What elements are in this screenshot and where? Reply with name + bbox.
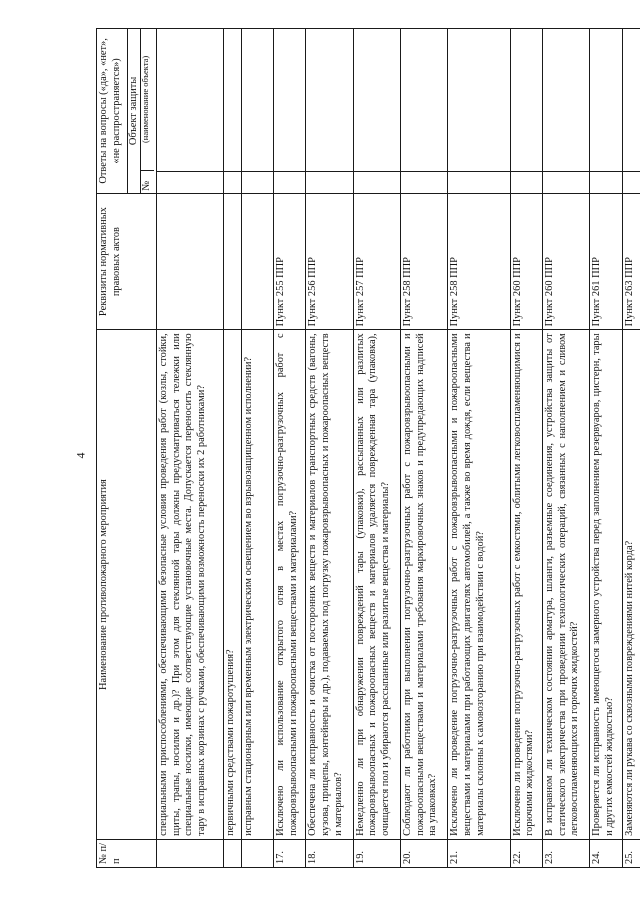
row-answer-object bbox=[401, 29, 448, 172]
header-object-sub bbox=[140, 29, 154, 193]
fire-safety-checklist-table bbox=[96, 28, 640, 868]
row-text: В исправном ли техническом состоянии арматура, шланги, разъемные соединения, устройства защиты от статического электричества при проведении технологических операций, связанных с наполнением и сливом легковоспламеняющихся и горючих жидкостей? bbox=[543, 330, 590, 839]
row-number: 17. bbox=[274, 839, 306, 867]
row-number: 25. bbox=[622, 839, 640, 867]
row-answer-no bbox=[241, 172, 273, 194]
row-answer-object bbox=[223, 29, 241, 172]
row-answer-object bbox=[241, 29, 273, 172]
row-answer-no bbox=[353, 172, 400, 194]
row-text: Исключено ли использование открытого огня в местах погрузочно-разгрузочных работ с пожаровзрывоопасными и пожароопасными веществами и материалами? bbox=[274, 330, 306, 839]
header-requisites: Реквизиты нормативных правовых актов bbox=[97, 193, 157, 330]
row-ref bbox=[223, 193, 241, 330]
row-answer-no bbox=[510, 172, 542, 194]
table-row bbox=[622, 29, 640, 868]
row-number: 18. bbox=[306, 839, 353, 867]
table-row bbox=[401, 29, 448, 868]
row-text: Заменяются ли рукава со сквозными повреждениями нитей корда? bbox=[622, 330, 640, 839]
table-row bbox=[448, 29, 510, 868]
row-answer-object bbox=[448, 29, 510, 172]
table-row bbox=[156, 29, 223, 868]
row-text: исправным стационарным или временным электрическим освещением во взрывозащищенном исполнении? bbox=[241, 330, 273, 839]
header-row bbox=[97, 29, 128, 868]
row-answer-no bbox=[590, 172, 622, 194]
row-number: 22. bbox=[510, 839, 542, 867]
table-row bbox=[274, 29, 306, 868]
table-row bbox=[223, 29, 241, 868]
row-answer-object bbox=[156, 29, 223, 172]
row-text: Немедленно ли при обнаружении повреждений тары (упаковки), рассыпанных или разлитых пожаровзрывоопасных и пожароопасных веществ и материалов удаляется поврежденная тара (упаковка), очищается пол и убираются рассыпанные или разлитые вещества и материалы? bbox=[353, 330, 400, 839]
row-answer-no bbox=[622, 172, 640, 194]
header-object-title: Объект защиты bbox=[127, 76, 139, 146]
table-row bbox=[543, 29, 590, 868]
row-answer-no bbox=[401, 172, 448, 194]
row-ref: Пункт 261 ППР bbox=[590, 193, 622, 330]
row-answer-object bbox=[353, 29, 400, 172]
row-answer-no bbox=[274, 172, 306, 194]
row-answer-no bbox=[156, 172, 223, 194]
row-answer-object bbox=[510, 29, 542, 172]
row-text: Обеспечена ли исправность и очистка от посторонних веществ и материалов транспортных средств (вагоны, кузова, прицепы, контейнеры и др.), подаваемых под погрузку пожаровзрывоопасных и пожароопасных веществ и материалов? bbox=[306, 330, 353, 839]
row-number: 20. bbox=[401, 839, 448, 867]
header-object bbox=[127, 29, 156, 194]
row-text: Исключено ли проведение погрузочно-разгрузочных работ с пожаровзрывоопасными и пожароопасными веществами и материалами при работающих двигателях автомобилей, а также во время дождя, если вещества и материалы склонны к самовозгоранию при взаимодействии с водой? bbox=[448, 330, 510, 839]
row-number bbox=[223, 839, 241, 867]
row-answer-no bbox=[223, 172, 241, 194]
row-ref bbox=[156, 193, 223, 330]
table-row bbox=[306, 29, 353, 868]
row-number bbox=[156, 839, 223, 867]
row-number: 21. bbox=[448, 839, 510, 867]
row-ref: Пункт 258 ППР bbox=[401, 193, 448, 330]
row-ref: Пункт 263 ППР bbox=[622, 193, 640, 330]
row-text: специальными приспособлениями, обеспечивающими безопасные условия проведения работ (козлы, стойки, щиты, трапы, носилки и др.)? При этом для стеклянной тары должны предусматриваться тележки или специальные носилки, имеющие соответствующие установочные места. Допускается переносить стеклянную тару в исправных корзинах с ручками, обеспечивающими возможность переноски их 2 работниками? bbox=[156, 330, 223, 839]
row-number: 23. bbox=[543, 839, 590, 867]
row-ref: Пункт 260 ППР bbox=[510, 193, 542, 330]
row-ref: Пункт 255 ППР bbox=[274, 193, 306, 330]
row-answer-object bbox=[590, 29, 622, 172]
row-number bbox=[241, 839, 273, 867]
row-answer-no bbox=[543, 172, 590, 194]
row-ref bbox=[241, 193, 273, 330]
header-object-name: (наименование объекта) bbox=[140, 55, 151, 144]
row-ref: Пункт 258 ППР bbox=[448, 193, 510, 330]
row-answer-object bbox=[274, 29, 306, 172]
page-number: 4 bbox=[73, 452, 88, 459]
row-answer-object bbox=[306, 29, 353, 172]
table-row bbox=[590, 29, 622, 868]
table-row bbox=[353, 29, 400, 868]
rotated-table-page bbox=[96, 28, 640, 868]
row-text: Проверяется ли исправность имеющегося замерного устройства перед заполнением резервуаров, цистерн, тары и других емкостей жидкостью? bbox=[590, 330, 622, 839]
header-object-no: № bbox=[141, 170, 154, 193]
row-answer-object bbox=[543, 29, 590, 172]
row-number: 24. bbox=[590, 839, 622, 867]
table-row bbox=[510, 29, 542, 868]
row-answer-no bbox=[448, 172, 510, 194]
row-ref: Пункт 256 ППР bbox=[306, 193, 353, 330]
header-no: № п/п bbox=[97, 839, 157, 867]
row-answer-object bbox=[622, 29, 640, 172]
row-text: Исключено ли проведение погрузочно-разгрузочных работ с емкостями, облитыми легковоспламеняющимися и горючими жидкостями? bbox=[510, 330, 542, 839]
header-name: Наименование противопожарного мероприятия bbox=[97, 330, 157, 839]
row-text: Соблюдают ли работники при выполнении погрузочно-разгрузочных работ с пожаровзрывоопасными и пожароопасными веществами и материалами требования маркировочных знаков и предупредающих надписей на упаковках? bbox=[401, 330, 448, 839]
row-answer-no bbox=[306, 172, 353, 194]
row-ref: Пункт 257 ППР bbox=[353, 193, 400, 330]
header-answers: Ответы на вопросы («да», «нет», «не распространяется») bbox=[97, 29, 128, 194]
table-row bbox=[241, 29, 273, 868]
row-number: 19. bbox=[353, 839, 400, 867]
row-text: первичными средствами пожаротушения? bbox=[223, 330, 241, 839]
row-ref: Пункт 260 ППР bbox=[543, 193, 590, 330]
